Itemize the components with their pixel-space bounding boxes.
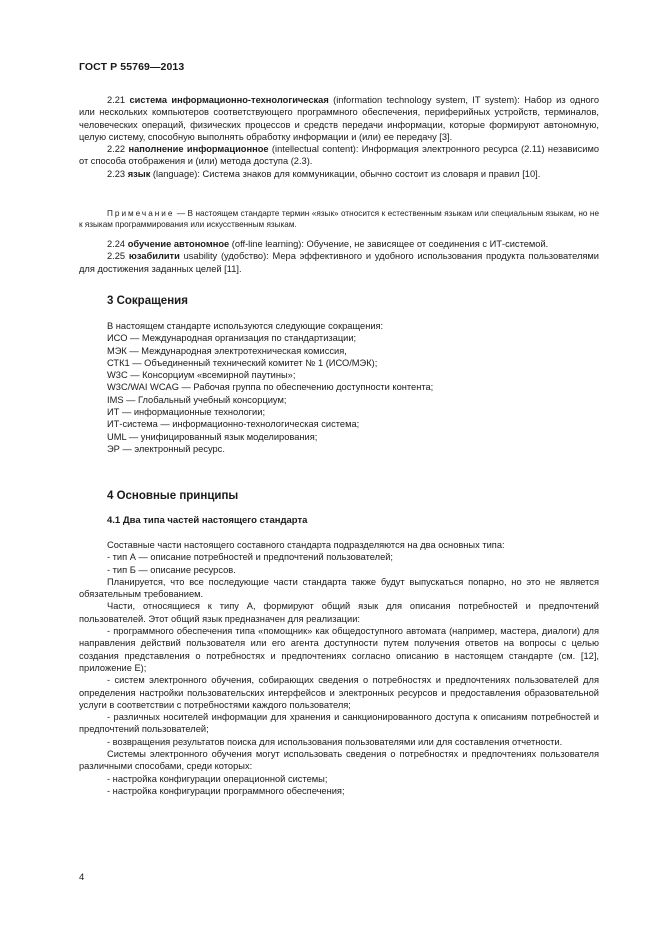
abbreviation-item: IMS — Глобальный учебный консорциум;: [107, 394, 287, 405]
term-number: 2.21: [107, 95, 126, 105]
term-definition: (information technology system, IT system): Набор из одного или нескольких компьютеров соответствующего программного обеспечения, периферийных устройств, терминалов, человеческих операций, физических процессов и средств передачи информации, которые формируют автономную, целую систему, способную выполнять обработку информации и (или) ее передачу [3].: [79, 95, 599, 142]
term-number: 2.23: [107, 168, 126, 179]
abbreviation-item: МЭК — Международная электротехническая комиссия,: [107, 345, 347, 356]
abbreviations-intro: В настоящем стандарте используются следующие сокращения:: [107, 321, 384, 331]
term-2-23: [79, 168, 599, 180]
abbreviation-item: ЭР — электронный ресурс.: [107, 443, 225, 454]
note-label: Примечание: [107, 209, 175, 218]
body-paragraph: - различных носителей информации для хранения и санкционированного доступа к описаниям потребностей и предпочтений пользователей;: [79, 712, 599, 735]
body-paragraph: - программного обеспечения типа «помощник» как общедоступного автомата (например, мастера, диалоги) для направления действий пользователя или его агента доступности путем получения ответов на вопросы с целью создания представления о потребностях и предпочтениях согласно описанию в настоящем стандарте (см. [12], приложение Е);: [79, 626, 599, 673]
terms-block-2: [79, 238, 599, 275]
note-text: — В настоящем стандарте термин «язык» относится к естественным языкам или специальным языкам, но не к языкам программирования или искусственным языкам.: [79, 209, 599, 230]
term-number: 2.22: [107, 144, 126, 155]
term-definition: (off-line learning): Обучение, не зависящее от соединения с ИТ-системой.: [229, 239, 549, 249]
body-paragraph: Составные части настоящего составного стандарта подразделяются на два основных типа:: [107, 540, 505, 550]
section-4-title: 4 Основные принципы: [107, 490, 239, 502]
term-2-22: [79, 143, 599, 168]
abbreviation-item: W3C/WAI WCAG — Рабочая группа по обеспечению доступности контента;: [107, 382, 434, 393]
term-definition: (intellectual content): Информация электронного ресурса (2.11) независимо от способа отображения и (или) метода доступа (2.3).: [79, 144, 600, 167]
body-paragraph: Системы электронного обучения могут использовать сведения о потребностях и предпочтениях пользователя различными способами, среди которых:: [79, 749, 599, 772]
term-2-25: [79, 250, 599, 275]
body-paragraph: - тип А — описание потребностей и предпочтений пользователей;: [107, 552, 394, 563]
body-paragraph: Планируется, что все последующие части стандарта также будут выпускаться попарно, но это не является обязательным требованием.: [79, 576, 599, 600]
abbreviation-item: UML — унифицированный язык моделирования;: [107, 431, 318, 442]
term-number: 2.24: [107, 239, 126, 249]
term-definition: usability (удобство): Мера эффективного и удобного использования продукта пользователями для достижения заданных целей [11].: [79, 251, 599, 274]
term-name: система информационно-технологическая: [129, 95, 329, 105]
section-3-title: 3 Сокращения: [107, 295, 188, 307]
term-definition: (language): Система знаков для коммуникации, обычно состоит из словаря и правил [10].: [150, 168, 541, 179]
terms-block-1: [79, 94, 599, 180]
body-paragraph: - тип Б — описание ресурсов.: [107, 564, 236, 575]
abbreviation-item: ИСО — Международная организация по стандартизации;: [107, 333, 357, 344]
term-name: наполнение информационное: [128, 144, 269, 155]
term-2-21: [79, 94, 599, 143]
note-paragraph: [79, 208, 599, 230]
term-number: 2.25: [107, 251, 126, 262]
section-4-body: [79, 539, 599, 797]
body-paragraph: - настройка конфигурации программного обеспечения;: [107, 785, 345, 796]
note-block: [79, 208, 599, 230]
document-header: ГОСТ Р 55769—2013: [79, 61, 185, 73]
abbreviation-item: СТК1 — Объединенный технический комитет № 1 (ИСО/МЭК);: [107, 357, 378, 368]
term-2-24: [79, 238, 599, 250]
term-name: язык: [127, 168, 151, 179]
body-paragraph: - систем электронного обучения, собирающих сведения о потребностях и предпочтениях пользователей для определения настройки пользовательских интерфейсов и электронных ресурсов и предоставления образовательной услуги в соответствии с потребностями каждого пользователя;: [79, 675, 599, 710]
term-name: юзабилити: [128, 251, 180, 262]
abbreviation-item: W3C — Консорциум «всемирной паутины»;: [107, 370, 296, 381]
body-paragraph: Части, относящиеся к типу А, формируют общий язык для описания потребностей и предпочтений пользователей. Этот общий язык предназначен для реализации:: [79, 601, 599, 624]
abbreviation-item: ИТ-система — информационно-технологическая система;: [107, 419, 360, 430]
page-number: 4: [79, 872, 85, 883]
abbreviations-list: [107, 320, 433, 455]
body-paragraph: - возвращения результатов поиска для использования пользователями или для составления отчетности.: [107, 736, 563, 747]
term-name: обучение автономное: [127, 239, 230, 249]
abbreviation-item: ИТ — информационные технологии;: [107, 407, 266, 418]
subsection-4-1-title: 4.1 Два типа частей настоящего стандарта: [107, 515, 308, 526]
body-paragraph: - настройка конфигурации операционной системы;: [107, 773, 328, 784]
